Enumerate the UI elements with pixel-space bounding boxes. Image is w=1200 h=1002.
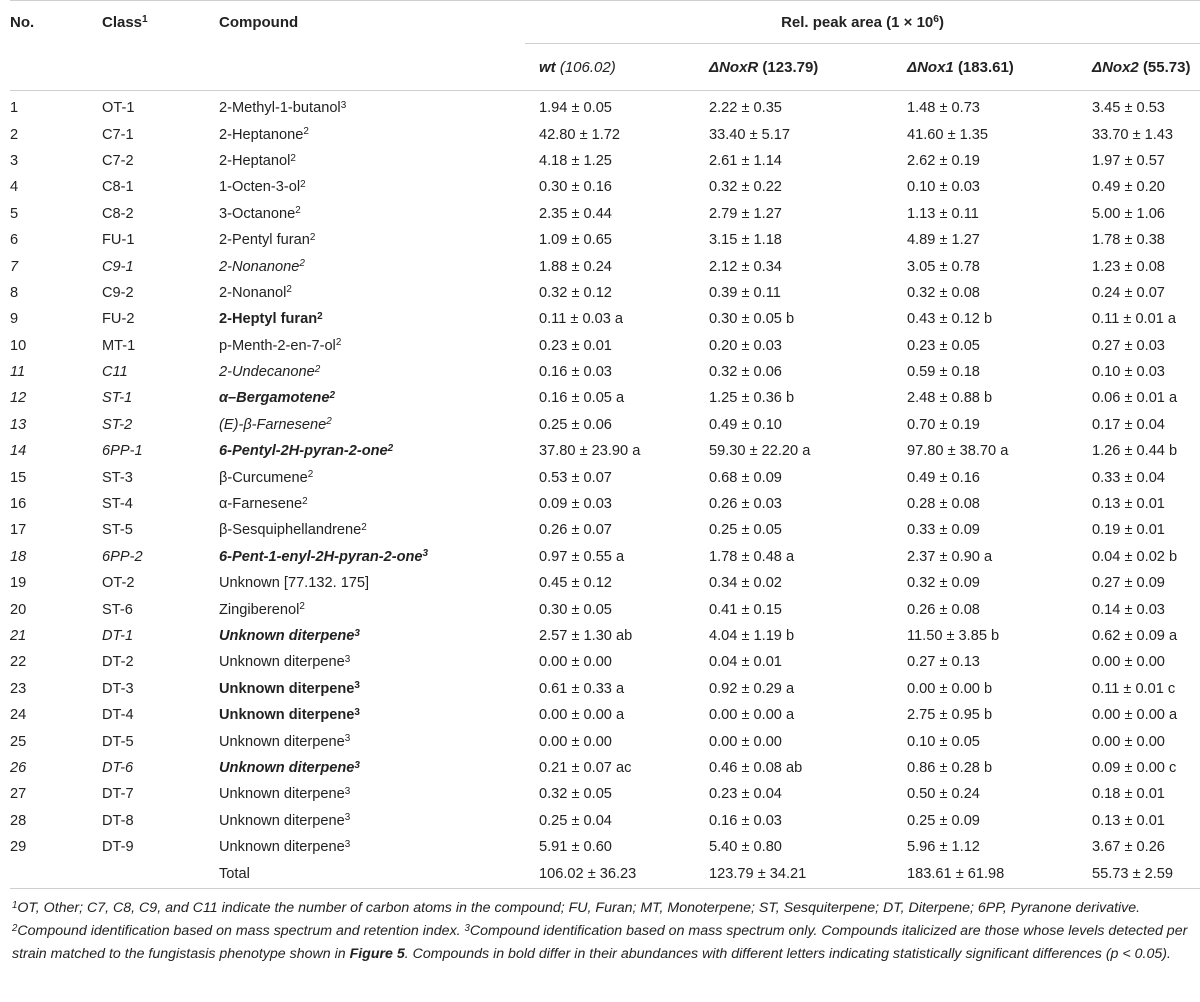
cell-compound: $1-Octen-3-ol^2$ <box>219 178 306 196</box>
table-row <box>10 781 1200 807</box>
cell-class <box>102 860 219 889</box>
cell-class: DT-9 <box>102 839 134 856</box>
cell-noxr: 2.22 ± 0.35 <box>709 100 782 117</box>
table-row <box>10 517 1200 543</box>
cell-nox2: 0.13 ± 0.01 <box>1092 496 1165 513</box>
cell-noxr: 59.30 ± 22.20 a <box>709 443 811 460</box>
cell-nox2: 0.10 ± 0.03 <box>1092 364 1165 381</box>
cell-class: MT-1 <box>102 337 136 354</box>
total-label: Total <box>219 860 525 889</box>
cell-wt: 0.53 ± 0.07 <box>539 469 612 486</box>
cell-compound: Zingiberenol$^2$ <box>219 601 305 618</box>
cell-no: 26 <box>10 759 27 776</box>
cell-noxr: 0.25 ± 0.05 <box>709 522 782 539</box>
table-row <box>10 280 1200 306</box>
cell-nox1: 0.28 ± 0.08 <box>907 496 980 513</box>
cell-noxr: 0.26 ± 0.03 <box>709 496 782 513</box>
data-table <box>10 0 1200 889</box>
cell-nox1: 0.23 ± 0.05 <box>907 337 980 354</box>
cell-compound: 2-Nonanone$^2$ <box>219 258 305 275</box>
cell-noxr: 0.68 ± 0.09 <box>709 469 782 486</box>
cell-wt: 0.30 ± 0.16 <box>539 179 612 196</box>
header-strain-noxr: ΔNoxR (123.79) <box>695 44 893 91</box>
cell-wt: 2.57 ± 1.30 ab <box>539 628 633 644</box>
cell-class: C9-1 <box>102 258 134 275</box>
cell-compound: Unknown [77.132. 175] <box>219 575 370 592</box>
cell-class: DT-6 <box>102 759 134 776</box>
cell-wt: 1.88 ± 0.24 <box>539 258 612 275</box>
cell-wt: 4.18 ± 1.25 <box>539 152 612 169</box>
cell-nox1: 0.32 ± 0.09 <box>907 575 980 592</box>
cell-nox1: 0.27 ± 0.13 <box>907 654 980 671</box>
cell-noxr: 0.20 ± 0.03 <box>709 337 782 354</box>
cell-nox1: 0.70 ± 0.19 <box>907 416 980 433</box>
table-row <box>10 702 1200 728</box>
cell-nox2: 5.00 ± 1.06 <box>1092 205 1165 222</box>
table-row <box>10 385 1200 411</box>
cell-nox1: 2.37 ± 0.90 a <box>907 548 993 565</box>
cell-class: C8-2 <box>102 205 134 222</box>
cell-nox2: 0.11 ± 0.01 c <box>1092 680 1176 697</box>
cell-wt: 0.00 ± 0.00 <box>539 733 612 750</box>
cell-noxr: 0.16 ± 0.03 <box>709 812 782 829</box>
cell-nox2: 0.24 ± 0.07 <box>1092 284 1165 301</box>
cell-wt: 0.11 ± 0.03 a <box>539 311 624 328</box>
table-row <box>10 227 1200 253</box>
cell-wt: 0.32 ± 0.05 <box>539 786 612 803</box>
cell-nox1: 0.26 ± 0.08 <box>907 601 980 618</box>
cell-no: 4 <box>10 179 19 196</box>
table-body <box>10 91 1200 889</box>
cell-compound: 2-Heptanone$^2$ <box>219 126 309 143</box>
cell-nox2: 0.19 ± 0.01 <box>1092 522 1165 539</box>
cell-nox2: 0.18 ± 0.01 <box>1092 786 1165 803</box>
cell-class: C9-2 <box>102 284 134 301</box>
cell-no: 3 <box>10 152 19 169</box>
cell-nox2: 0.27 ± 0.09 <box>1092 575 1165 592</box>
cell-noxr: 0.23 ± 0.04 <box>709 786 782 803</box>
cell-compound: α–Bergamotene$^2$ <box>219 390 335 407</box>
cell-compound: β-Sesquiphellandrene$^2$ <box>219 521 367 539</box>
cell-noxr: 0.00 ± 0.00 <box>709 733 782 750</box>
total-noxr: 123.79 ± 34.21 <box>695 860 893 889</box>
cell-nox1: 0.59 ± 0.18 <box>907 364 980 381</box>
table-row <box>10 491 1200 517</box>
cell-compound: 2-Pentyl furan$^2$ <box>219 231 316 249</box>
cell-noxr: 0.32 ± 0.06 <box>709 364 782 381</box>
cell-nox1: 0.33 ± 0.09 <box>907 522 980 539</box>
cell-nox1: 0.43 ± 0.12 b <box>907 311 993 328</box>
cell-wt: 0.30 ± 0.05 <box>539 601 612 618</box>
cell-class: DT-5 <box>102 733 134 750</box>
cell-no: 18 <box>10 548 27 565</box>
table-row <box>10 544 1200 570</box>
cell-no: 11 <box>10 364 26 381</box>
cell-class: 6PP-2 <box>102 548 143 565</box>
header-class: Class$^1$ <box>102 13 148 31</box>
cell-nox1: 97.80 ± 38.70 a <box>907 443 1009 460</box>
cell-noxr: 2.12 ± 0.34 <box>709 258 782 275</box>
cell-no: 5 <box>10 205 19 222</box>
cell-wt: 5.91 ± 0.60 <box>539 839 612 856</box>
cell-nox1: 0.86 ± 0.28 b <box>907 759 993 776</box>
cell-class: DT-2 <box>102 654 134 671</box>
table-row <box>10 649 1200 675</box>
cell-nox2: 0.09 ± 0.00 c <box>1092 759 1177 776</box>
cell-compound: Unknown diterpene$^3$ <box>219 706 360 724</box>
header-compound: Compound <box>219 13 299 31</box>
cell-class: DT-4 <box>102 707 134 724</box>
table-row <box>10 755 1200 781</box>
cell-noxr: 0.46 ± 0.08 ab <box>709 759 803 776</box>
cell-nox2: 33.70 ± 1.43 <box>1092 126 1174 143</box>
cell-compound: Unknown diterpene$^3$ <box>219 733 351 750</box>
header-strain-nox1: ΔNox1 (183.61) <box>893 44 1078 91</box>
cell-no: 24 <box>10 707 27 724</box>
cell-no: 23 <box>10 680 27 697</box>
cell-noxr: 5.40 ± 0.80 <box>709 839 782 856</box>
cell-compound: α-Farnesene$^2$ <box>219 495 308 513</box>
cell-noxr: 3.15 ± 1.18 <box>709 232 782 249</box>
cell-nox1: 2.62 ± 0.19 <box>907 152 980 169</box>
cell-wt: 0.00 ± 0.00 a <box>539 707 625 724</box>
cell-nox1: 0.32 ± 0.08 <box>907 284 980 301</box>
cell-no: 28 <box>10 812 27 829</box>
cell-nox1: 0.25 ± 0.09 <box>907 812 980 829</box>
cell-nox2: 1.26 ± 0.44 b <box>1092 443 1178 460</box>
cell-wt: 0.26 ± 0.07 <box>539 522 612 539</box>
cell-nox2: 0.27 ± 0.03 <box>1092 337 1165 354</box>
cell-nox2: 1.97 ± 0.57 <box>1092 152 1165 169</box>
table-row <box>10 253 1200 279</box>
cell-no: 6 <box>10 232 19 249</box>
cell-no: 25 <box>10 733 27 750</box>
cell-class: DT-3 <box>102 680 134 697</box>
cell-no: 1 <box>10 100 19 117</box>
cell-noxr: 0.00 ± 0.00 a <box>709 707 795 724</box>
table-row <box>10 464 1200 490</box>
cell-nox1: 0.10 ± 0.03 <box>907 179 980 196</box>
table-row <box>10 91 1200 122</box>
table-row <box>10 728 1200 754</box>
cell-compound: Unknown diterpene$^3$ <box>219 785 351 803</box>
cell-nox2: 0.49 ± 0.20 <box>1092 179 1165 196</box>
cell-noxr: 0.32 ± 0.22 <box>709 179 782 196</box>
cell-no: 13 <box>10 416 27 433</box>
cell-no: 10 <box>10 337 27 354</box>
cell-nox2: 0.04 ± 0.02 b <box>1092 548 1178 565</box>
cell-noxr: 0.41 ± 0.15 <box>709 601 782 618</box>
table-row <box>10 121 1200 147</box>
cell-nox2: 0.00 ± 0.00 a <box>1092 707 1178 724</box>
cell-no: 29 <box>10 839 27 856</box>
table-row <box>10 438 1200 464</box>
table-row <box>10 306 1200 332</box>
cell-nox1: 1.13 ± 0.11 <box>907 205 979 222</box>
cell-nox1: 0.00 ± 0.00 b <box>907 680 993 697</box>
cell-wt: 0.32 ± 0.12 <box>539 284 612 301</box>
cell-wt: 0.16 ± 0.03 <box>539 364 612 381</box>
cell-nox2: 0.33 ± 0.04 <box>1092 469 1165 486</box>
cell-nox1: 1.48 ± 0.73 <box>907 100 980 117</box>
cell-no: 22 <box>10 654 27 671</box>
table-row <box>10 412 1200 438</box>
header-strain-nox2: ΔNox2 (55.73) <box>1078 44 1200 91</box>
cell-noxr: 4.04 ± 1.19 b <box>709 628 795 644</box>
cell-compound: 2-Nonanol$^2$ <box>219 284 292 301</box>
table-row <box>10 148 1200 174</box>
cell-compound: Unknown diterpene$^3$ <box>219 653 351 671</box>
cell-class: FU-1 <box>102 232 135 249</box>
cell-nox1: 2.48 ± 0.88 b <box>907 390 993 407</box>
cell-class: DT-8 <box>102 812 134 829</box>
cell-nox1: 0.10 ± 0.05 <box>907 733 980 750</box>
cell-nox2: 0.11 ± 0.01 a <box>1092 311 1177 328</box>
cell-class: ST-3 <box>102 469 133 486</box>
cell-compound: 6-Pent-1-enyl-2H-pyran-2-one$^3$ <box>219 548 429 565</box>
cell-noxr: 0.39 ± 0.11 <box>709 284 781 301</box>
table-row <box>10 623 1200 649</box>
cell-wt: 0.09 ± 0.03 <box>539 496 612 513</box>
cell-compound: 2-Undecanone$^2$ <box>219 363 321 381</box>
cell-class: DT-7 <box>102 786 134 803</box>
cell-wt: 0.16 ± 0.05 a <box>539 390 625 407</box>
cell-nox1: 41.60 ± 1.35 <box>907 126 989 143</box>
total-wt: 106.02 ± 36.23 <box>525 860 695 889</box>
header-no: No. <box>10 13 35 31</box>
cell-no: 27 <box>10 786 27 803</box>
table-row <box>10 570 1200 596</box>
cell-wt: 0.00 ± 0.00 <box>539 654 612 671</box>
table-row <box>10 676 1200 702</box>
cell-wt: 0.23 ± 0.01 <box>539 337 612 354</box>
cell-wt: 37.80 ± 23.90 a <box>539 443 641 460</box>
cell-no: 2 <box>10 126 19 143</box>
cell-nox1: 4.89 ± 1.27 <box>907 232 980 249</box>
cell-wt: 0.97 ± 0.55 a <box>539 548 625 565</box>
cell-compound: 3-Octanone$^2$ <box>219 205 301 222</box>
cell-wt: 0.21 ± 0.07 ac <box>539 759 632 776</box>
cell-nox2: 3.67 ± 0.26 <box>1092 839 1165 856</box>
cell-no: 21 <box>10 628 27 644</box>
cell-compound: Unknown diterpene$^3$ <box>219 838 351 856</box>
cell-nox1: 11.50 ± 3.85 b <box>907 628 1000 644</box>
cell-nox2: 0.00 ± 0.00 <box>1092 733 1165 750</box>
cell-no: 16 <box>10 496 27 513</box>
cell-wt: 0.25 ± 0.06 <box>539 416 612 433</box>
cell-no: 15 <box>10 469 27 486</box>
cell-class: ST-4 <box>102 496 133 513</box>
cell-wt: 0.61 ± 0.33 a <box>539 680 625 697</box>
cell-noxr: 0.34 ± 0.02 <box>709 575 782 592</box>
cell-class: OT-2 <box>102 575 135 592</box>
cell-nox2: 0.06 ± 0.01 a <box>1092 390 1178 407</box>
cell-class: ST-2 <box>102 416 133 433</box>
cell-no: 14 <box>10 443 27 460</box>
table-row <box>10 201 1200 227</box>
cell-class: 6PP-1 <box>102 443 143 460</box>
total-row <box>10 860 1200 889</box>
header-rel-peak-area: Rel. peak area $(1 \times 10^6)$ <box>525 1 1200 44</box>
cell-nox2: 0.00 ± 0.00 <box>1092 654 1165 671</box>
cell-no: 19 <box>10 575 27 592</box>
cell-noxr: 2.79 ± 1.27 <box>709 205 782 222</box>
cell-compound: 2-Heptyl furan$^2$ <box>219 310 323 328</box>
cell-class: C11 <box>102 364 128 381</box>
cell-wt: 0.45 ± 0.12 <box>539 575 612 592</box>
cell-compound: $p-Menth-2-en-7-ol^2$ <box>219 337 342 354</box>
cell-class: ST-6 <box>102 601 133 618</box>
cell-noxr: 1.78 ± 0.48 a <box>709 548 795 565</box>
cell-nox2: 0.14 ± 0.03 <box>1092 601 1165 618</box>
cell-wt: 42.80 ± 1.72 <box>539 126 621 143</box>
cell-compound: Unknown diterpene$^3$ <box>219 812 351 829</box>
cell-nox2: 0.17 ± 0.04 <box>1092 416 1165 433</box>
cell-nox1: 0.49 ± 0.16 <box>907 469 980 486</box>
cell-compound: (E)-β-Farnesene$^2$ <box>219 416 332 433</box>
cell-compound: 2-Heptanol$^2$ <box>219 152 296 169</box>
cell-no: 7 <box>10 258 19 275</box>
table-footnote: $^1$OT, Other; C7, C8, C9, and C11 indicate the number of carbon atoms in the compound; FU, Furan; MT, Monoterpene; ST, Sesquiterpene; DT, Diterpene; 6PP, Pyranone derivative. $^2$Compound identification based on mass spectrum and retention index. $^3$Compound identification based on mass spectrum only. Compounds italicized are those whose levels detected per strain matched to the fungistasis phenotype shown in Figure 5. Compounds in bold differ in their abundances with different letters indicating statistically significant differences (p < 0.05). <box>12 899 1188 963</box>
cell-class: DT-1 <box>102 628 134 644</box>
figure-reference: Figure 5 <box>349 946 405 963</box>
cell-noxr: 1.25 ± 0.36 b <box>709 390 795 407</box>
cell-nox2: 3.45 ± 0.53 <box>1092 100 1165 117</box>
table-row <box>10 834 1200 860</box>
cell-compound: Unknown diterpene$^3$ <box>219 759 360 776</box>
cell-nox2: 1.23 ± 0.08 <box>1092 258 1165 275</box>
cell-wt: 0.25 ± 0.04 <box>539 812 612 829</box>
cell-compound: Unknown diterpene$^3$ <box>219 680 360 697</box>
cell-nox1: 2.75 ± 0.95 b <box>907 707 993 724</box>
cell-no: 20 <box>10 601 27 618</box>
cell-nox1: 3.05 ± 0.78 <box>907 258 980 275</box>
cell-nox1: 5.96 ± 1.12 <box>907 839 980 856</box>
cell-class: C7-1 <box>102 126 134 143</box>
total-nox2: 55.73 ± 2.59 <box>1078 860 1200 889</box>
cell-noxr: 2.61 ± 1.14 <box>709 152 782 169</box>
cell-noxr: 0.04 ± 0.01 <box>709 654 782 671</box>
table-row <box>10 174 1200 200</box>
table-row <box>10 333 1200 359</box>
cell-compound: 6-Pentyl-2H-pyran-2-one$^2$ <box>219 442 394 460</box>
cell-noxr: 0.49 ± 0.10 <box>709 416 782 433</box>
cell-class: C7-2 <box>102 152 134 169</box>
cell-noxr: 33.40 ± 5.17 <box>709 126 791 143</box>
cell-wt: 1.09 ± 0.65 <box>539 232 612 249</box>
cell-no: 17 <box>10 522 27 539</box>
cell-no: 8 <box>10 284 19 301</box>
cell-noxr: 0.92 ± 0.29 a <box>709 680 795 697</box>
cell-nox2: 0.62 ± 0.09 a <box>1092 628 1178 644</box>
cell-nox1: 0.50 ± 0.24 <box>907 786 980 803</box>
cell-compound: Unknown diterpene$^3$ <box>219 627 360 644</box>
cell-no <box>10 860 102 889</box>
cell-class: C8-1 <box>102 179 134 196</box>
cell-compound: 2-Methyl-1-butanol$^3$ <box>219 99 347 117</box>
table-row <box>10 808 1200 834</box>
cell-nox2: 1.78 ± 0.38 <box>1092 232 1165 249</box>
cell-class: ST-5 <box>102 522 133 539</box>
cell-wt: 1.94 ± 0.05 <box>539 100 612 117</box>
cell-class: ST-1 <box>102 390 133 407</box>
table-row <box>10 359 1200 385</box>
cell-noxr: 0.30 ± 0.05 b <box>709 311 795 328</box>
cell-wt: 2.35 ± 0.44 <box>539 205 612 222</box>
cell-no: 9 <box>10 311 19 328</box>
cell-class: OT-1 <box>102 100 135 117</box>
header-strain-wt: wt (106.02) <box>525 44 695 91</box>
total-nox1: 183.61 ± 61.98 <box>893 860 1078 889</box>
cell-compound: β-Curcumene$^2$ <box>219 469 314 486</box>
cell-no: 12 <box>10 390 27 407</box>
cell-nox2: 0.13 ± 0.01 <box>1092 812 1165 829</box>
cell-class: FU-2 <box>102 311 135 328</box>
table-row <box>10 596 1200 622</box>
